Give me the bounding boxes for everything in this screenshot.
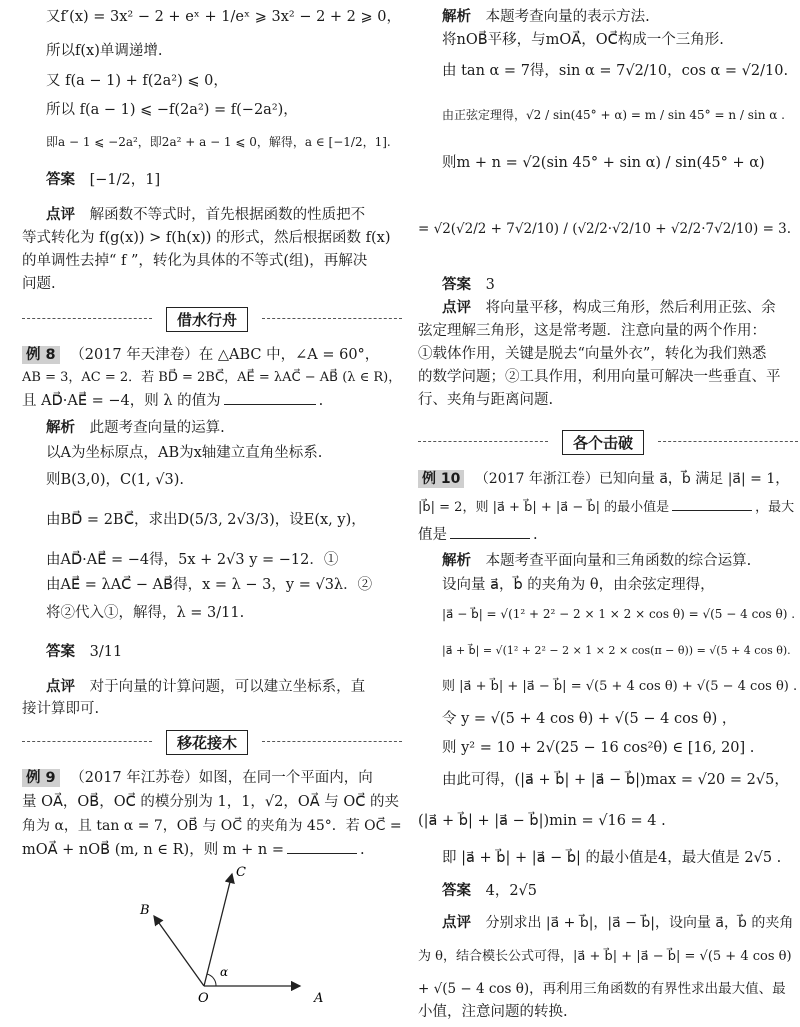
answer-3: [442, 276, 495, 294]
label-alpha: α: [220, 965, 229, 979]
solution-line: 即a − 1 ⩽ −2a²，即2a² + a − 1 ⩽ 0，解得，a ∈ [−1/2，1].: [46, 135, 391, 149]
example-8-line: [22, 392, 323, 410]
analysis-line: = √2(√2/2 + 7√2/10) / (√2/2·√2/10 + √2/2·7√2/10) = 3.: [418, 221, 792, 237]
vector-figure: [132, 862, 332, 1012]
analysis-10: [442, 552, 751, 570]
vector-ob: [154, 916, 204, 986]
example-tag: 例 9: [22, 769, 60, 787]
comment-4: [442, 914, 793, 932]
answer-2: [46, 643, 122, 661]
comment-text: 解函数不等式时，首先根据函数的性质把不: [89, 207, 366, 223]
section-title: 移花接木: [166, 730, 248, 755]
answer-1: [46, 171, 160, 189]
divider: [22, 318, 152, 319]
divider: [262, 741, 402, 742]
comment-3: [442, 299, 776, 317]
solution-line: 又f′(x) = 3x² − 2 + eˣ + 1/eˣ ⩾ 3x² − 2 + 2 ⩾ 0，: [46, 9, 401, 25]
answer-label: 答案: [442, 277, 471, 293]
solution-line: 所以 f(a − 1) ⩽ −f(2a²) = f(−2a²)，: [46, 102, 298, 118]
solution-line: 又 f(a − 1) + f(2a²) ⩽ 0，: [46, 73, 228, 89]
example-text: 且 AD⃗·AE⃗ = −4，则 λ 的值为: [22, 393, 221, 409]
example-text: mOA⃗ + nOB⃗ (m, n ∈ R)，则 m + n =: [22, 842, 285, 858]
comment-text: 接计算即可.: [22, 701, 100, 717]
analysis-line: 由 tan α = 7得，sin α = 7√2/10，cos α = √2/10.: [442, 63, 789, 79]
analysis-text: 本题考查平面向量和三角函数的综合运算.: [485, 553, 752, 569]
analysis-8: [46, 419, 225, 437]
answer-value: 4，2√5: [485, 883, 538, 899]
divider: [418, 441, 548, 442]
example-9-line: 角为 α，且 tan α = 7，OB⃗ 与 OC⃗ 的夹角为 45°．若 OC⃗ =: [22, 818, 402, 834]
analysis-line: 由AD⃗·AE⃗ = −4得，5x + 2√3 y = −12．①: [46, 552, 339, 568]
analysis-line: 则 y² = 10 + 2√(25 − 16 cos²θ) ∈ [16, 20] .: [442, 740, 755, 756]
comment-text: + √(5 − 4 cos θ)，再利用三角函数的有界性求出最大值、最: [418, 981, 786, 997]
analysis-text: 本题考查向量的表示方法.: [485, 9, 650, 25]
answer-label: 答案: [46, 644, 75, 660]
analysis-9: [442, 8, 650, 26]
solution-line: 所以f(x)单调递增.: [46, 43, 163, 59]
example-9-line: 量 OA⃗，OB⃗，OC⃗ 的模分别为 1，1，√2，OA⃗ 与 OC⃗ 的夹: [22, 794, 400, 810]
comment-label: 点评: [442, 915, 471, 931]
comment-text: 弦定理解三角形，这是常考题．注意向量的两个作用：: [418, 323, 766, 339]
analysis-line: 设向量 a⃗，b⃗ 的夹角为 θ，由余弦定理得，: [442, 577, 715, 593]
example-8-line: [22, 346, 379, 364]
example-text: .: [318, 393, 324, 409]
example-10-line: [418, 526, 538, 544]
example-text: （2017 年天津卷）在 △ABC 中，∠A = 60°，: [70, 347, 380, 363]
example-text: 值是: [418, 527, 447, 543]
example-10-line: [418, 470, 789, 488]
answer-value: [−1/2，1]: [89, 172, 161, 188]
analysis-label: 解析: [46, 420, 75, 436]
angle-arc: [207, 974, 216, 986]
analysis-line: 由此可得，(|a⃗ + b⃗| + |a⃗ − b⃗|)max = √20 = 2√5，: [442, 772, 789, 788]
analysis-label: 解析: [442, 9, 471, 25]
answer-blank: [287, 853, 357, 854]
analysis-line: 则B(3,0)，C(1, √3).: [46, 472, 184, 488]
comment-text: 的数学问题；②工具作用，利用向量可解决一些垂直、平: [418, 369, 781, 385]
answer-value: 3: [485, 277, 495, 293]
label-b: B: [140, 903, 150, 918]
analysis-line: 由BD⃗ = 2BC⃗，求出D(5/3, 2√3/3)，设E(x, y)，: [46, 512, 366, 528]
example-10-line: [418, 499, 794, 517]
analysis-line: 则m + n = √2(sin 45° + sin α) / sin(45° + α): [442, 155, 765, 171]
comment-text: 小值，注意问题的转换.: [418, 1004, 568, 1020]
example-tag: 例 10: [418, 470, 464, 488]
answer-label: 答案: [46, 172, 75, 188]
example-text: .: [533, 527, 538, 543]
analysis-line: 将nOB⃗平移，与mOA⃗，OC⃗构成一个三角形.: [442, 32, 724, 48]
comment-text: 将向量平移，构成三角形，然后利用正弦、余: [485, 300, 776, 316]
example-8-line: AB = 3，AC = 2．若 BD⃗ = 2BC⃗，AE⃗ = λAC⃗ − AB⃗ (λ ∈ R)，: [22, 370, 402, 385]
comment-label: 点评: [442, 300, 471, 316]
comment-label: 点评: [46, 679, 75, 695]
comment-2: [46, 678, 365, 696]
analysis-line: 将②代入①，解得，λ = 3/11.: [46, 605, 245, 621]
comment-text: 的单调性去掉“ f ”，转化为具体的不等式(组)，再解决: [22, 253, 368, 269]
example-text: .: [360, 842, 365, 858]
analysis-line: 则 |a⃗ + b⃗| + |a⃗ − b⃗| = √(5 + 4 cos θ) + √(5 − 4 cos θ) .: [442, 679, 798, 694]
label-o: O: [198, 991, 209, 1006]
comment-1: [46, 206, 365, 224]
comment-text: 为 θ，结合模长公式可得，|a⃗ + b⃗| + |a⃗ − b⃗| = √(5 + 4 cos θ): [418, 949, 792, 964]
answer-blank: [224, 404, 316, 405]
divider: [22, 741, 152, 742]
comment-text: 行、夹角与距离问题.: [418, 392, 554, 408]
analysis-label: 解析: [442, 553, 471, 569]
answer-blank: [672, 510, 752, 511]
analysis-text: 此题考查向量的运算.: [89, 420, 225, 436]
comment-text: 分别求出 |a⃗ + b⃗|，|a⃗ − b⃗|，设向量 a⃗，b⃗ 的夹角: [485, 915, 794, 931]
comment-text: 等式转化为 f(g(x)) > f(h(x)) 的形式，然后根据函数 f(x): [22, 230, 391, 246]
section-title: 借水行舟: [166, 307, 248, 332]
comment-text: ①载体作用，关键是脱去“向量外衣”，转化为我们熟悉: [418, 346, 767, 362]
example-text: ，最大: [755, 500, 795, 515]
example-text: （2017 年浙江卷）已知向量 a⃗，b⃗ 满足 |a⃗| = 1，: [474, 471, 790, 487]
comment-text: 问题.: [22, 276, 56, 292]
label-a: A: [314, 991, 324, 1006]
analysis-line: 令 y = √(5 + 4 cos θ) + √(5 − 4 cos θ) ，: [442, 711, 737, 727]
divider: [262, 318, 402, 319]
answer-4: [442, 882, 537, 900]
example-text: （2017 年江苏卷）如图，在同一个平面内，向: [70, 770, 373, 786]
analysis-line: |a⃗ − b⃗| = √(1² + 2² − 2 × 1 × 2 × cos θ) = √(5 − 4 cos θ) .: [442, 607, 796, 621]
example-9-line: [22, 841, 365, 859]
divider: [658, 441, 798, 442]
analysis-line: 即 |a⃗ + b⃗| + |a⃗ − b⃗| 的最小值是4，最大值是 2√5 .: [442, 850, 782, 866]
comment-text: 对于向量的计算问题，可以建立坐标系，直: [89, 679, 366, 695]
analysis-line: 由正弦定理得，√2 / sin(45° + α) = m / sin 45° = n / sin α .: [442, 108, 785, 122]
example-tag: 例 8: [22, 346, 60, 364]
analysis-line: 由AE⃗ = λAC⃗ − AB⃗得，x = λ − 3，y = √3λ．②: [46, 577, 373, 593]
answer-value: 3/11: [89, 644, 123, 660]
section-title: 各个击破: [562, 430, 644, 455]
analysis-line: |a⃗ + b⃗| = √(1² + 2² − 2 × 1 × 2 × cos(π − θ)) = √(5 + 4 cos θ).: [442, 644, 791, 657]
comment-label: 点评: [46, 207, 75, 223]
analysis-line: (|a⃗ + b⃗| + |a⃗ − b⃗|)min = √16 = 4 .: [418, 813, 666, 829]
example-9-line: [22, 769, 373, 787]
example-text: |b⃗| = 2，则 |a⃗ + b⃗| + |a⃗ − b⃗| 的最小值是: [418, 500, 670, 515]
analysis-line: 以A为坐标原点，AB为x轴建立直角坐标系.: [46, 445, 323, 461]
answer-blank: [450, 538, 530, 539]
label-c: C: [236, 865, 246, 880]
answer-label: 答案: [442, 883, 471, 899]
